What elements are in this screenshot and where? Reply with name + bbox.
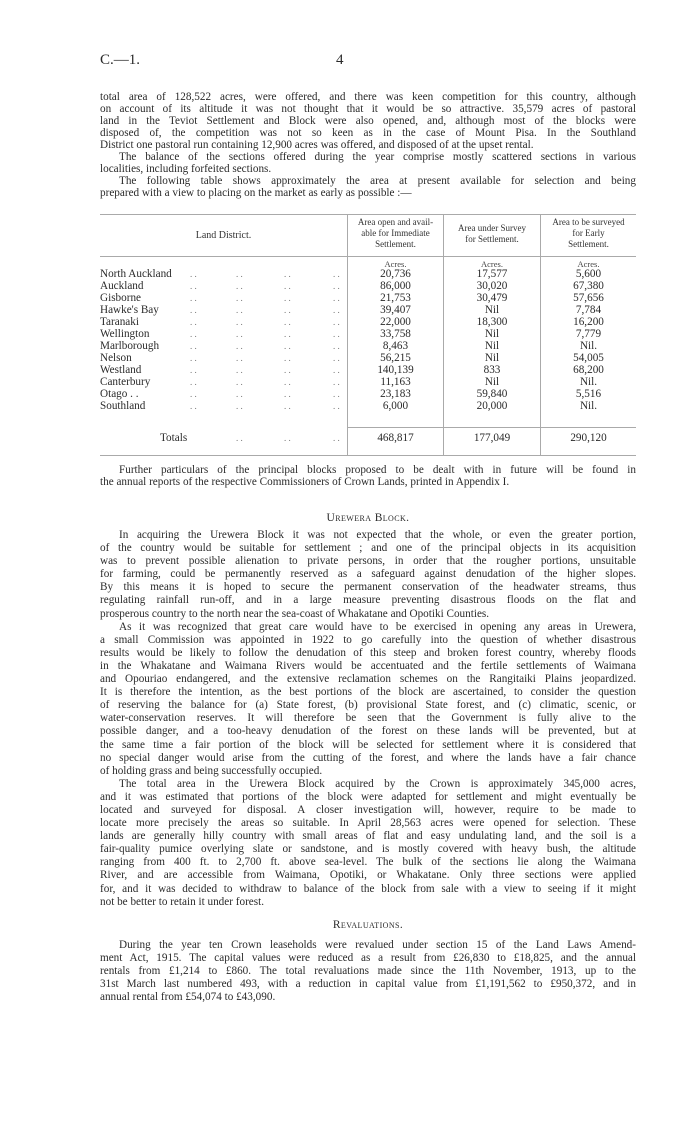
leader-dots: . .: [284, 377, 291, 387]
text-line: District one pastoral run containing 12,900 acres was offered, and disposed of at the upset rental.: [100, 139, 534, 151]
leader-dots: . .: [284, 433, 291, 443]
text-line: fair-quality pumice overlying slate or sandstone, and is mostly covered with heavy bush, the altitude: [100, 843, 636, 856]
leader-dots: . .: [190, 317, 197, 327]
leader-dots: . .: [190, 329, 197, 339]
unit-label: Acres.: [481, 259, 503, 269]
leader-dots: . .: [333, 365, 340, 375]
district-name: Canterbury: [100, 376, 151, 388]
header-to-be-surveyed: [541, 217, 636, 250]
leader-dots: . .: [236, 281, 243, 291]
open-area-value: 140,139: [377, 364, 414, 376]
text-line: The balance of the sections offered during the year comprise mostly scattered sections in various: [119, 151, 636, 163]
under-survey-value: 30,479: [476, 292, 508, 304]
text-line: and it was estimated that portions of the block were adapted for settlement and might eventually be: [100, 790, 636, 803]
unit-label: Acres.: [384, 259, 407, 269]
text-line: During the year ten Crown leaseholds were revalued under section 15 of the Land Laws Amend-: [119, 939, 636, 951]
text-line: As it was recognized that great care would have to be exercised in opening any areas in Urewera,: [119, 620, 636, 633]
section-heading-urewera: Urewera Block.: [326, 512, 410, 524]
unit-label: Acres.: [577, 259, 600, 269]
total-open: 468,817: [377, 432, 414, 444]
text-line: annual rental from £54,074 to £43,090.: [100, 991, 276, 1004]
open-area-value: 23,183: [380, 388, 411, 400]
text-line: The following table shows approximately the area at present available for selection and being: [119, 175, 636, 187]
to-be-surveyed-value: 5,600: [575, 268, 602, 280]
table-header-rule: [100, 256, 636, 257]
leader-dots: . .: [333, 293, 340, 303]
leader-dots: . .: [236, 433, 243, 443]
open-area-value: 39,407: [380, 304, 411, 316]
leader-dots: . .: [284, 389, 291, 399]
to-be-surveyed-value: Nil.: [579, 376, 598, 388]
text-line: possible danger, and a too-heavy denudation of the forest on these lands will be prevented, but at: [100, 725, 636, 738]
leader-dots: . .: [190, 281, 197, 291]
leader-dots: . .: [284, 353, 291, 363]
text-line: of holding grass and being successfully occupied.: [100, 764, 323, 777]
header-line: Area under Survey: [458, 223, 526, 233]
total-survey: 177,049: [473, 432, 511, 444]
leader-dots: . .: [190, 305, 197, 315]
paragraph: [100, 464, 636, 488]
to-be-surveyed-value: 7,779: [575, 328, 602, 340]
text-line: was to prevent possible alienation to private persons, in order that the rougher portions, unsuitable: [100, 555, 636, 568]
leader-dots: . .: [236, 305, 243, 315]
paragraph: [100, 778, 636, 909]
to-be-surveyed-value: Nil.: [579, 400, 598, 412]
paragraph: [100, 939, 636, 1004]
header-line: Area open and avail-: [357, 217, 434, 227]
text-line: The total area in the Urewera Block acquired by the Crown is approximately 345,000 acres,: [119, 777, 636, 790]
open-area-value: 11,163: [380, 376, 411, 388]
paragraph: [100, 621, 636, 778]
table-top-rule: [100, 214, 636, 215]
to-be-surveyed-value: 16,200: [573, 316, 604, 328]
intro-text: [100, 91, 636, 199]
leader-dots: . .: [284, 365, 291, 375]
to-be-surveyed-value: 5,516: [575, 388, 602, 400]
leader-dots: . .: [333, 341, 340, 351]
header-line: for Early: [572, 228, 605, 238]
leader-dots: . .: [284, 281, 291, 291]
leader-dots: . .: [333, 353, 340, 363]
text-line: the annual reports of the respective Commissioners of Crown Lands, printed in Appendix I.: [100, 476, 510, 488]
leader-dots: . .: [284, 329, 291, 339]
text-line: located and surveyed for disposal. A closer investigation will, however, require to be made to: [100, 803, 636, 816]
text-line: no special danger would arise from the cutting of the forest, and where the lands have a fair chance: [100, 751, 636, 764]
district-name: Gisborne: [100, 292, 142, 304]
district-name: Westland: [100, 364, 142, 376]
leader-dots: . .: [284, 341, 291, 351]
leader-dots: . .: [284, 317, 291, 327]
under-survey-value: 59,840: [476, 388, 508, 400]
leader-dots: . .: [190, 293, 197, 303]
text-line: of the country would be suitable for settlement ; and one of the principal objects in its acquisition: [100, 542, 636, 555]
leader-dots: . .: [190, 341, 197, 351]
leader-dots: . .: [284, 293, 291, 303]
to-be-surveyed-value: 54,005: [573, 352, 604, 364]
district-name: Taranaki: [100, 316, 139, 328]
table-bottom-rule: [100, 455, 636, 456]
text-line: on account of its altitude it was not thought that it would be so attractive. 35,579 acres of pastoral: [100, 103, 636, 115]
header-line: Settlement.: [568, 239, 609, 249]
text-line: lands are generally hilly country with small areas of flat and easy undulating land, and the soil is a: [100, 830, 636, 843]
header-land-district: Land District.: [195, 230, 252, 241]
under-survey-value: Nil: [484, 328, 500, 340]
text-line: 31st March last numbered 493, with a reduction in capital value from £1,191,562 to £950,372, and in: [100, 978, 636, 991]
to-be-surveyed-value: 68,200: [573, 364, 604, 376]
leader-dots: . .: [236, 329, 243, 339]
leader-dots: . .: [190, 353, 197, 363]
text-line: total area of 128,522 acres, were offered, and there was keen competition for this country, although: [100, 91, 636, 103]
leader-dots: . .: [236, 401, 243, 411]
header-line: for Settlement.: [465, 234, 519, 244]
text-line: land in the Teviot Settlement and Block were also opened, and, although most of the blocks were: [100, 115, 636, 127]
open-area-value: 86,000: [380, 280, 411, 292]
district-name: Otago . .: [100, 388, 139, 400]
open-area-value: 20,736: [380, 268, 411, 280]
under-survey-value: 20,000: [476, 400, 508, 412]
leader-dots: . .: [236, 317, 243, 327]
under-survey-value: 17,577: [476, 268, 508, 280]
text-line: for, and it was decided to withdraw to balance of the block from sale with a view to seeing if it might: [100, 882, 636, 895]
text-line: for farming, could be permanently reserved as a safeguard against denudation of the higher slopes.: [100, 568, 636, 581]
to-be-surveyed-value: Nil.: [579, 340, 598, 352]
leader-dots: . .: [284, 269, 291, 279]
leader-dots: . .: [236, 389, 243, 399]
under-survey-value: Nil: [484, 304, 500, 316]
leader-dots: . .: [333, 269, 340, 279]
leader-dots: . .: [333, 389, 340, 399]
leader-dots: . .: [236, 365, 243, 375]
district-name: Marlborough: [100, 340, 160, 352]
to-be-surveyed-value: 67,380: [573, 280, 604, 292]
leader-dots: . .: [236, 353, 243, 363]
text-line: in the Whakatane and Waimana Rivers would be accentuated and the fertile settlements of Waimana: [100, 659, 636, 672]
paragraph: [100, 91, 636, 151]
under-survey-value: Nil: [484, 340, 500, 352]
text-line: localities, including forfeited sections.: [100, 163, 272, 175]
leader-dots: . .: [190, 377, 197, 387]
district-name: Southland: [100, 400, 146, 412]
paragraph: [100, 151, 636, 175]
text-line: and Opouriao endangered, and the extensive reclamation schemes on the Rangitaiki Plains jeopardized.: [100, 673, 636, 686]
under-survey-value: Nil: [484, 376, 500, 388]
open-area-value: 6,000: [382, 400, 409, 412]
totals-rule: [347, 427, 636, 428]
leader-dots: . .: [284, 305, 291, 315]
text-line: In acquiring the Urewera Block it was not expected that the whole, or even the greater portion,: [119, 529, 636, 541]
leader-dots: . .: [236, 293, 243, 303]
text-line: prepared with a view to placing on the market as early as possible :—: [100, 187, 412, 199]
open-area-value: 8,463: [382, 340, 409, 352]
revaluations-text: [100, 939, 636, 1004]
total-future: 290,120: [570, 432, 607, 444]
leader-dots: . .: [190, 269, 197, 279]
under-survey-value: 833: [483, 364, 501, 376]
text-line: a small Commission was appointed in 1922 to go carefully into the question of whether disastrous: [100, 633, 636, 646]
district-name: Wellington: [100, 328, 150, 340]
leader-dots: . .: [236, 269, 243, 279]
text-line: ment Act, 1915. The capital values were reduced as a result from £26,830 to £18,825, and the annual: [100, 952, 636, 965]
district-name: Nelson: [100, 352, 132, 364]
text-line: rentals from £1,214 to £860. The total revaluations made since the 11th November, 1913, up to the: [100, 965, 636, 978]
under-survey-value: 18,300: [476, 316, 508, 328]
open-area-value: 21,753: [380, 292, 411, 304]
leader-dots: . .: [333, 433, 340, 443]
header-line: able for Immediate: [361, 228, 430, 238]
text-line: It is therefore the intention, as the best portions of the block are ascertained, to consider the question: [100, 686, 636, 699]
text-line: prosperous country to the north near the sea-coast of Whakatane and Opotiki Counties.: [100, 607, 490, 620]
header-line: Settlement.: [375, 239, 416, 249]
totals-label: Totals: [160, 432, 188, 444]
text-line: River, and are accessible from Waimana, Opotiki, or Whakatane. Only three sections were applied: [100, 869, 636, 882]
under-survey-value: Nil: [484, 352, 500, 364]
text-line: of reserving the balance for (a) State forest, (b) provisional State forest, and (c) climatic, scenic, or: [100, 699, 636, 712]
text-line: ranging from 400 ft. to 2,700 ft. above sea-level. The bulk of the sections lie along the Waimana: [100, 856, 636, 869]
district-name: North Auckland: [100, 268, 172, 280]
leader-dots: . .: [190, 389, 197, 399]
leader-dots: . .: [190, 401, 197, 411]
open-area-value: 33,758: [380, 328, 411, 340]
text-line: not be better to retain it under forest.: [100, 895, 265, 908]
leader-dots: . .: [236, 377, 243, 387]
district-name: Hawke's Bay: [100, 304, 159, 316]
leader-dots: . .: [284, 401, 291, 411]
district-name: Auckland: [100, 280, 144, 292]
text-line: disposed of, the competition was not so keen as in the case of Mount Pisa. In the Southland: [100, 127, 636, 139]
leader-dots: . .: [333, 377, 340, 387]
text-line: results would be likely to follow the denudation of this steep and broken forest country, whereby floods: [100, 646, 636, 659]
text-line: water-conservation reserves. It will therefore be seen that the Government is fully alive to the: [100, 712, 636, 725]
page-number: 4: [336, 52, 344, 68]
to-be-surveyed-value: 57,656: [573, 292, 604, 304]
text-line: the same time a fair portion of the block will be selected for settlement where it is considered that: [100, 738, 636, 751]
urewera-text: [100, 529, 636, 909]
under-survey-value: 30,020: [476, 280, 508, 292]
leader-dots: . .: [333, 401, 340, 411]
paragraph: [100, 175, 636, 199]
leader-dots: . .: [333, 281, 340, 291]
paragraph: [100, 529, 636, 621]
leader-dots: . .: [190, 365, 197, 375]
text-line: locate more precisely the areas so suitable. In April 28,563 acres were opened for selection. These: [100, 817, 636, 830]
header-line: Area to be surveyed: [552, 217, 625, 227]
leader-dots: . .: [333, 329, 340, 339]
text-line: By this means it is hoped to secure the permanent conservation of the headwater streams, thus: [100, 581, 636, 594]
open-area-value: 56,215: [380, 352, 411, 364]
text-line: Further particulars of the principal blocks proposed to be dealt with in future will be found in: [119, 464, 636, 476]
to-be-surveyed-value: 7,784: [575, 304, 602, 316]
leader-dots: . .: [333, 305, 340, 315]
header-open-area: [348, 217, 443, 250]
further-particulars-text: [100, 464, 636, 488]
text-line: regulating rainfall run-off, and in a large measure preventing disastrous floods on the flat and: [100, 594, 636, 607]
header-under-survey: [444, 223, 540, 245]
leader-dots: . .: [236, 341, 243, 351]
section-heading-revaluations: Revaluations.: [332, 919, 404, 931]
document-reference: C.—1.: [100, 52, 141, 68]
leader-dots: . .: [333, 317, 340, 327]
open-area-value: 22,000: [380, 316, 411, 328]
